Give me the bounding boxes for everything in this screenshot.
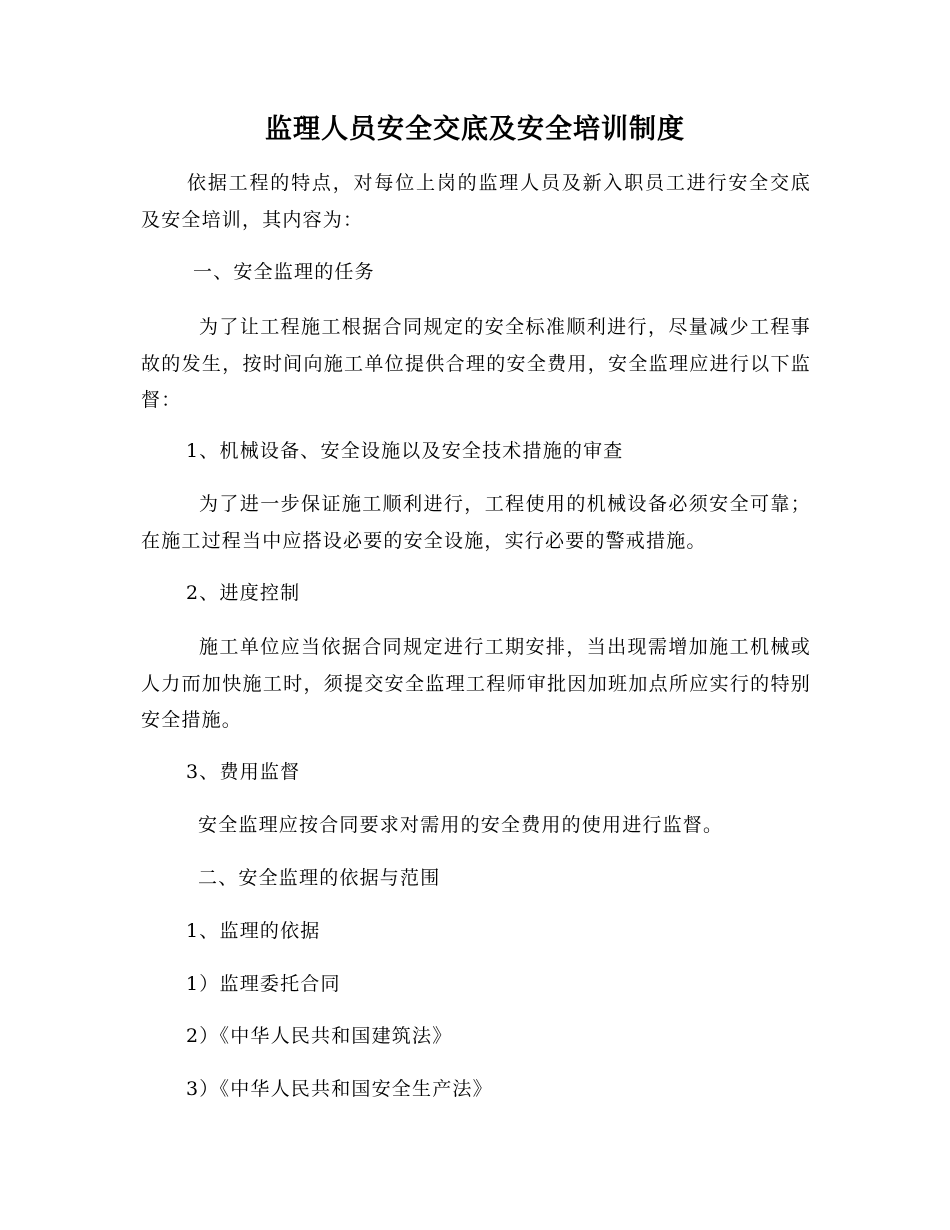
subheading-machinery-review: 1、机械设备、安全设施以及安全技术措施的审查 — [186, 440, 624, 462]
document-title: 监理人员安全交底及安全培训制度 — [265, 114, 685, 145]
cost-paragraph: 安全监理应按合同要求对需用的安全费用的使用进行监督。 — [198, 814, 724, 836]
section-heading-1: 一、安全监理的任务 — [193, 261, 375, 283]
machinery-paragraph: 为了进一步保证施工顺利进行，工程使用的机械设备必须安全可靠；在施工过程当中应搭设必要的安全设施，实行必要的警戒措施。 — [141, 493, 811, 552]
progress-paragraph: 施工单位应当依据合同规定进行工期安排，当出现需增加施工机械或人力而加快施工时，须提交安全监理工程师审批因加班加点所应实行的特别安全措施。 — [141, 636, 811, 731]
subheading-cost-supervision: 3、费用监督 — [186, 761, 301, 783]
subheading-progress-control: 2、进度控制 — [186, 582, 301, 604]
basis-item-2: 2）《中华人民共和国建筑法》 — [186, 1025, 453, 1047]
section-1-paragraph: 为了让工程施工根据合同规定的安全标准顺利进行，尽量减少工程事故的发生，按时间向施工单位提供合理的安全费用，安全监理应进行以下监督： — [141, 316, 811, 411]
intro-paragraph: 依据工程的特点，对每位上岗的监理人员及新入职员工进行安全交底及安全培训，其内容为： — [141, 172, 811, 231]
basis-item-3: 3）《中华人民共和国安全生产法》 — [186, 1078, 493, 1100]
subheading-basis: 1、监理的依据 — [186, 920, 321, 942]
basis-item-1: 1）监理委托合同 — [186, 973, 341, 995]
section-heading-2: 二、安全监理的依据与范围 — [198, 867, 441, 889]
